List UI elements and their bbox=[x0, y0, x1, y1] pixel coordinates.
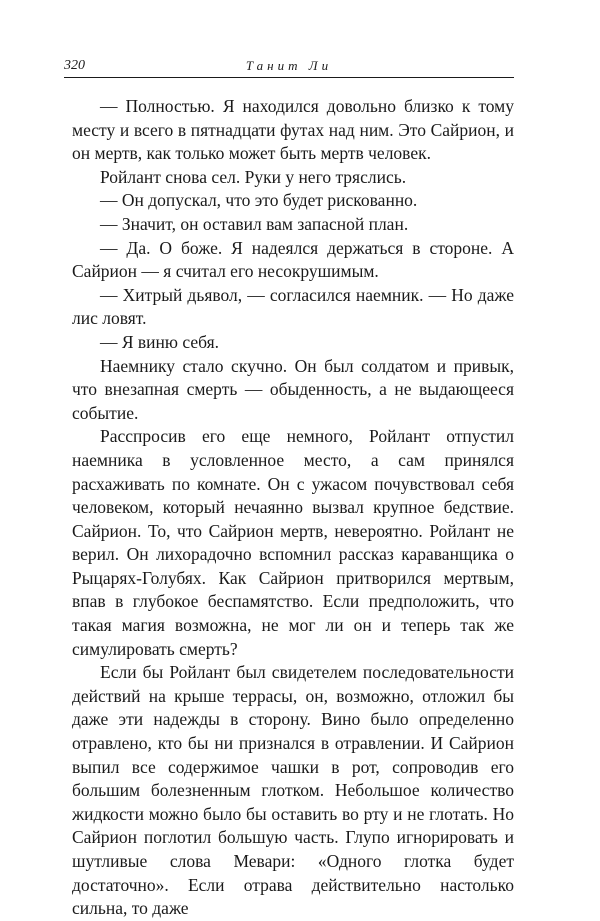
paragraph: — Я виню себя. bbox=[100, 331, 220, 352]
paragraph: — Да. О боже. Я надеялся держаться в стороне. А Сайрион — я считал его несокрушимым. bbox=[72, 237, 514, 282]
paragraph: Ройлант снова сел. Руки у него тряслись. bbox=[100, 166, 407, 187]
paragraph: — Значит, он оставил вам запасной план. bbox=[100, 213, 409, 234]
paragraph: Наемнику стало скучно. Он был солдатом и привык, что внезапная смерть — обыденность, а не выдающееся событие. bbox=[72, 355, 514, 423]
running-head-author: Танит Ли bbox=[245, 58, 333, 73]
paragraph: — Он допускал, что это будет рискованно. bbox=[100, 190, 418, 211]
paragraph: Если бы Ройлант был свидетелем последовательности действий на крыше террасы, он, возможно, отложил бы даже эти надежды в сторону. Вино было определенно отравлено, кто бы ни признался в отравлении. И Сайрион выпил все содержимое чашки в рот, сопроводив его большим болезненным глотком. Небольшое количество жидкости можно было бы оставить во рту и не глотать. Но Сайрион поглотил большую часть. Глупо игнорировать и шутливые слова Мевари: «Одного глотка будет достаточно». Если отрава действительно настолько сильна, то даже bbox=[72, 662, 514, 919]
text-body bbox=[72, 95, 514, 921]
paragraph: Расспросив его еще немного, Ройлант отпустил наемника в условленное место, а сам принялся расхаживать по комнате. Он с ужасом почувствовал себя человеком, который нечаянно вызвал крупное бедствие. Сайрион. То, что Сайрион мертв, невероятно. Ройлант не верил. Он лихорадочно вспомнил рассказ караванщика о Рыцарях-Голубях. Как Сайрион притворился мертвым, впав в глубокое беспамятство. Если предположить, что такая магия возможна, не мог ли он и теперь так же симулировать смерть? bbox=[72, 426, 514, 659]
paragraph: — Хитрый дьявол, — согласился наемник. — Но даже лис ловят. bbox=[72, 284, 514, 329]
page-header bbox=[64, 57, 514, 78]
paragraph: — Полностью. Я находился довольно близко к тому месту и всего в пятнадцати футах над ним. Это Сайрион, и он мертв, как только может быть мертв человек. bbox=[72, 96, 514, 164]
page-number: 320 bbox=[64, 58, 85, 73]
